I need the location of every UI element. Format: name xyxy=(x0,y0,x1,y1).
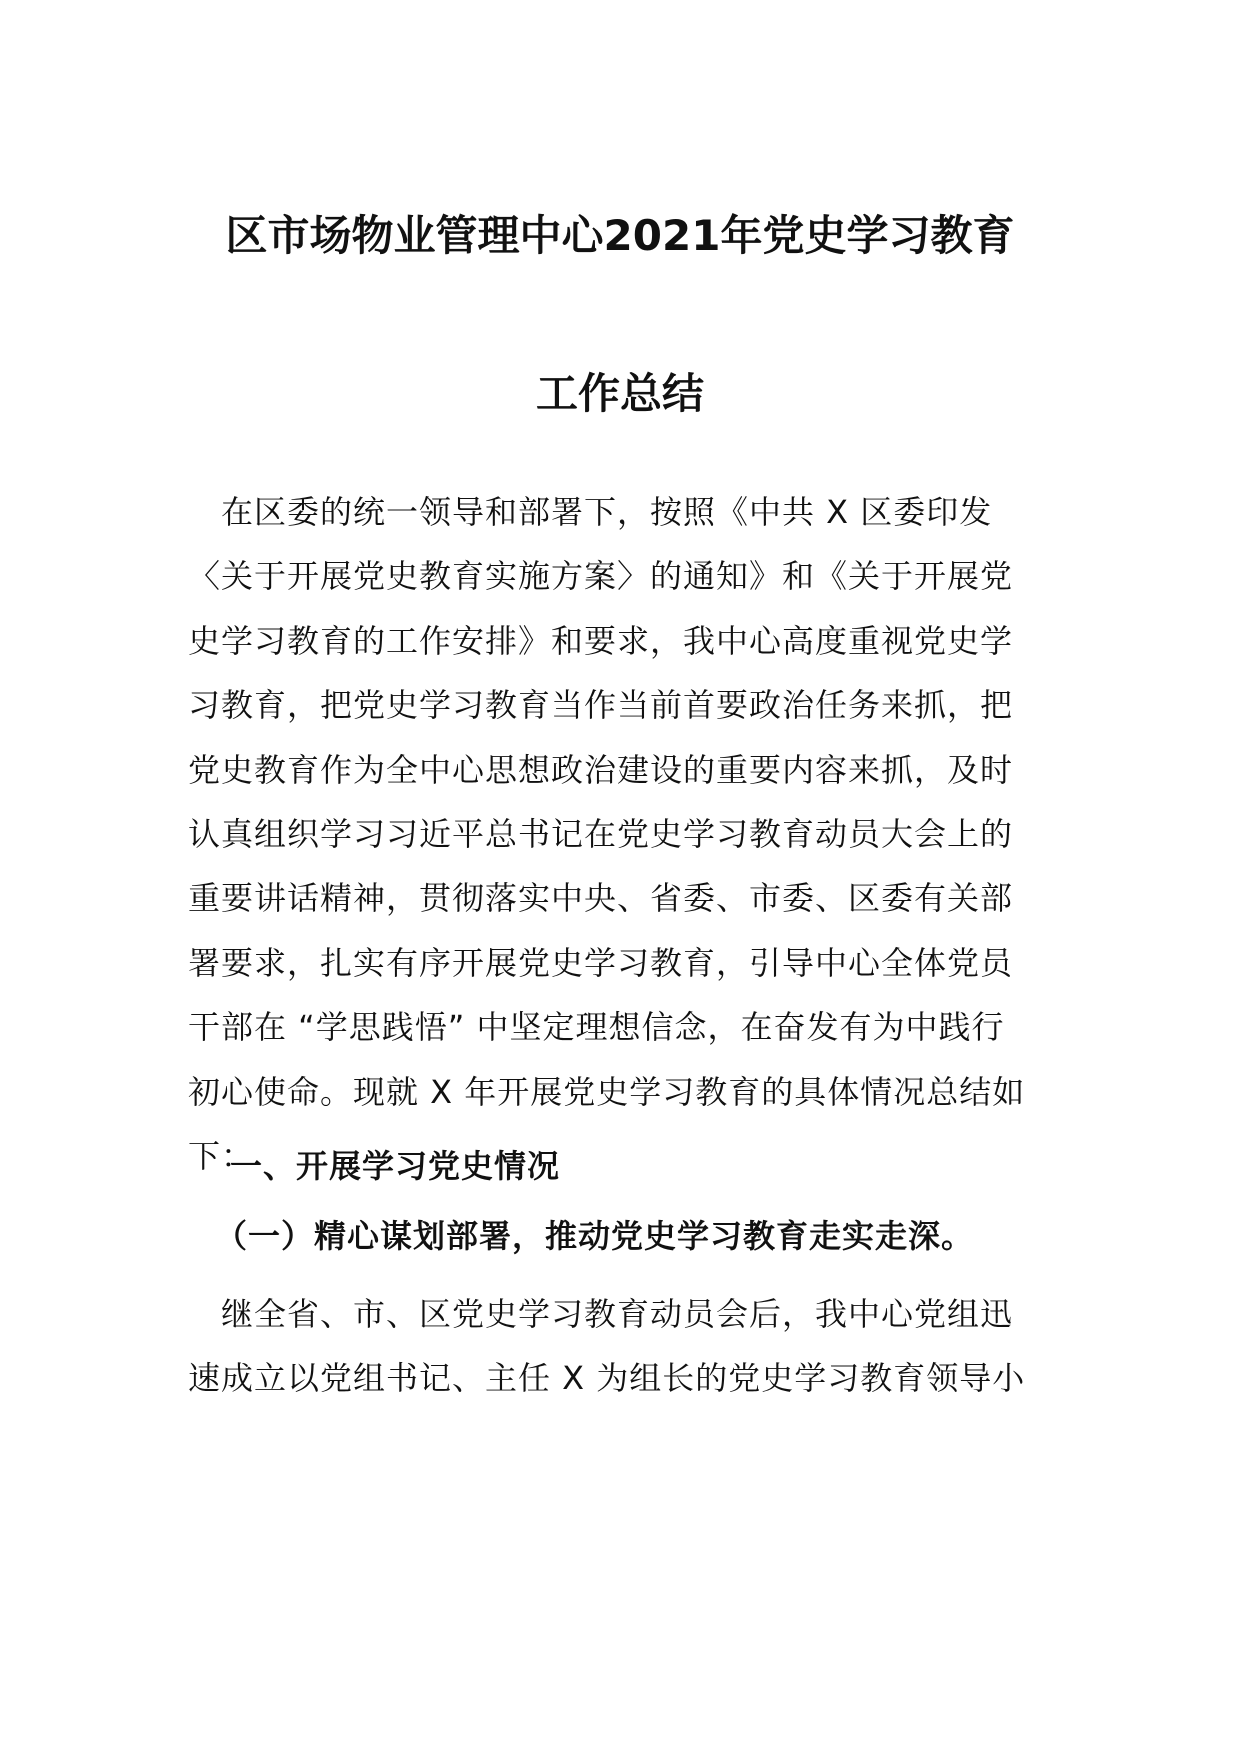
paragraph-line: 干部在 “学思践悟” 中坚定理想信念，在奋发有为中践行 xyxy=(188,1008,1005,1047)
section-paragraph xyxy=(188,1282,1056,1411)
paragraph-line: 署要求，扎实有序开展党史学习教育，引导中心全体党员 xyxy=(188,943,1014,982)
paragraph-line: 继全省、市、区党史学习教育动员会后，我中心党组迅 xyxy=(188,1295,1014,1333)
paragraph-line: 下： xyxy=(188,1137,255,1176)
paragraph-line: 〈关于开展党史教育实施方案〉的通知》和《关于开展党 xyxy=(188,557,1014,596)
document-title-line-2: 工作总结 xyxy=(535,369,704,418)
subsection-heading: （一）精心谋划部署，推动党史学习教育走实走深。 xyxy=(215,1217,975,1255)
paragraph-line: 习教育，把党史学习教育当作当前首要政治任务来抓，把 xyxy=(188,686,1014,725)
section-heading: 一、开展学习党史情况 xyxy=(230,1147,561,1185)
paragraph-line: 认真组织学习习近平总书记在党史学习教育动员大会上的 xyxy=(188,815,1014,854)
paragraph-line: 史学习教育的工作安排》和要求，我中心高度重视党史学 xyxy=(188,621,1014,660)
paragraph-line: 党史教育作为全中心思想政治建设的重要内容来抓，及时 xyxy=(188,750,1014,789)
paragraph-line: 速成立以党组书记、主任 X 为组长的党史学习教育领导小 xyxy=(188,1359,1026,1398)
intro-paragraph xyxy=(188,480,1056,1188)
document-title-line-1: 区市场物业管理中心2021年党史学习教育 xyxy=(225,211,1015,260)
paragraph-line: 重要讲话精神，贯彻落实中央、省委、市委、区委有关部 xyxy=(188,879,1014,918)
paragraph-line: 初心使命。现就 X 年开展党史学习教育的具体情况总结如 xyxy=(188,1072,1026,1111)
paragraph-line: 在区委的统一领导和部署下，按照《中共 X 区委印发 xyxy=(188,493,993,531)
